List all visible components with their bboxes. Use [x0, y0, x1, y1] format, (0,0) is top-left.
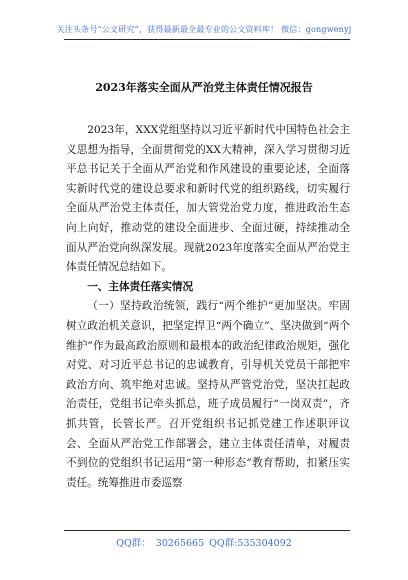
- page-footer: QQ群： 30265665 QQ群:535304092: [116, 538, 292, 549]
- document-body: [66, 121, 350, 493]
- header-divider: [64, 39, 350, 40]
- section-paragraph: （一）坚持政治统领，践行“两个维护”更加坚决。牢固树立政治机关意识，把坚定捍卫“两个确立”、坚决做到“两个维护”作为最高政治原则和最根本的政治纪律政治规矩，强化对党、对习近平总书记的忠诚教育，引导机关党员干部把牢政治方向、筑牢绝对忠诚。坚持从严管党治党，坚决扛起政治责任，党组书记牵头抓总，班子成员履行“一岗双责”，齐抓共管，长管长严。召开党组织书记抓党建工作述职评议会、全面从严治党工作部署会，建立主体责任清单，对履责不到位的党组织书记运用“第一种形态”教育帮助，扣紧压实责任。统筹推进市委巡察: [66, 300, 350, 489]
- page-header: 关注头条号“公文研究”，获得最新最全最专业的公文资料库！ 微信：gongwenyj: [56, 25, 352, 34]
- intro-paragraph: 2023年，XXX党组坚持以习近平新时代中国特色社会主义思想为指导，全面贯彻党的XX大精神，深入学习贯彻习近平总书记关于全面从严治党和作风建设的重要论述，全面落实新时代党的建设总要求和新时代党的组织路线，切实履行全面从严治党主体责任，加大管党治党力度，推进政治生态向上向好，推动党的建设全面进步、全面过硬，持续推动全面从严治党向纵深发展。现就2023年度落实全面从严治党主体责任情况总结如下。: [66, 124, 350, 274]
- footer-divider: [64, 530, 350, 531]
- section-heading: 一、主体责任落实情况: [87, 280, 194, 293]
- document-title: 2023年落实全面从严治党主体责任情况报告: [95, 81, 313, 94]
